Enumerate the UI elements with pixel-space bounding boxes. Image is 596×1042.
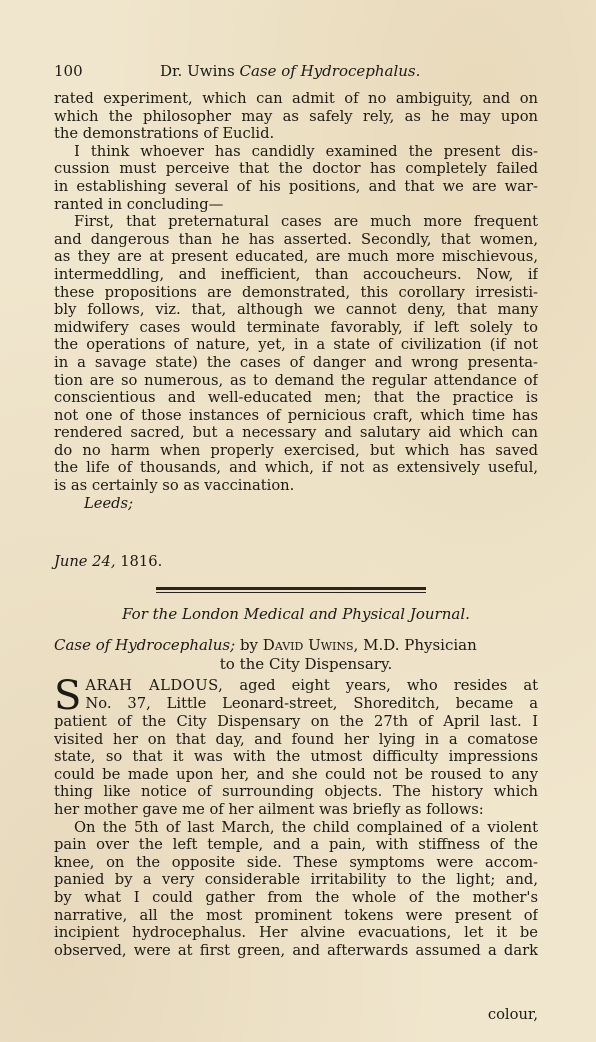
text-line: as they are at present educated, are much more mischievous, <box>54 248 538 266</box>
running-title-italic: Case of Hydrocephalus. <box>239 62 421 80</box>
text-line: On the 5th of last March, the child complained of a violent <box>74 818 538 836</box>
text-line: and dangerous than he has asserted. Secondly, that women, <box>54 230 538 248</box>
text-line: the demonstrations of Euclid. <box>54 125 275 143</box>
text-line: pain over the left temple, and a pain, with stiffness of the <box>54 836 538 854</box>
text-line: do no harm when properly exercised, but which has saved <box>54 441 538 459</box>
section-divider <box>156 587 426 593</box>
drop-cap: S <box>54 673 82 719</box>
text-line: observed, were at first green, and afterwards assumed a dark <box>54 941 538 959</box>
running-title <box>160 62 420 80</box>
text-line: narrative, all the most prominent tokens were present of <box>54 906 538 924</box>
text-line: incipient hydrocephalus. Her alvine evacuations, let it be <box>54 924 538 942</box>
text-line: midwifery cases would terminate favorably, if left solely to <box>54 318 538 336</box>
journal-heading: For the London Medical and Physical Journal. <box>122 605 470 623</box>
text-line: cussion must perceive that the doctor has completely failed <box>54 160 538 178</box>
first-line-rest: aged eight years, who resides at <box>223 677 538 694</box>
text-line: panied by a very considerable irritability to the light; and, <box>54 871 538 889</box>
signature-place: Leeds; <box>84 494 134 512</box>
page-number: 100 <box>54 62 83 80</box>
text-line: rated experiment, which can admit of no ambiguity, and on <box>54 90 538 107</box>
text-line: bly follows, viz. that, although we cannot deny, that many <box>54 301 538 319</box>
text-line: visited her on that day, and found her lying in a comatose <box>54 730 538 748</box>
text-line: No. 37, Little Leonard-street, Shoreditch, became a <box>85 694 538 712</box>
date-year: 1816. <box>120 553 163 570</box>
text-line: these propositions are demonstrated, this corollary irresisti- <box>54 283 538 301</box>
text-line: is as certainly so as vaccination. <box>54 477 295 495</box>
article-title <box>54 636 538 674</box>
text-line: ranted in concluding— <box>54 195 224 213</box>
text-line: conscientious and well-educated men; that the practice is <box>54 389 538 407</box>
text-line: in a savage state) the cases of danger and wrong presenta- <box>54 353 538 371</box>
letter-body <box>54 90 538 512</box>
letter-date <box>54 553 538 571</box>
text-line: I think whoever has candidly examined the present dis- <box>74 142 538 160</box>
text-line: First, that preternatural cases are much more frequent <box>74 213 538 231</box>
title-italic: Case of Hydrocephalus; <box>54 636 236 654</box>
title-line-2: to the City Dispensary. <box>219 655 393 673</box>
text-line: rendered sacred, but a necessary and salutary aid which can <box>54 424 538 442</box>
text-line: in establishing several of his positions, and that we are war- <box>54 177 538 195</box>
text-line: by what I could gather from the whole of the mother's <box>54 888 538 906</box>
text-line: knee, on the opposite side. These symptoms were accom- <box>54 853 538 871</box>
text-line <box>85 677 538 695</box>
article-body <box>54 673 538 959</box>
text-line: thing like notice of surrounding objects. The history which <box>54 783 538 801</box>
text-line: tion are so numerous, as to demand the regular attendance of <box>54 371 538 389</box>
author-name: David Uwins, <box>262 636 359 654</box>
text-line: which the philosopher may as safely rely, as he may upon <box>54 107 538 125</box>
text-line: not one of those instances of pernicious craft, which time has <box>54 406 538 424</box>
text-line: her mother gave me of her ailment was briefly as follows: <box>54 800 484 818</box>
catchword: colour, <box>487 1006 538 1023</box>
text-line: could be made upon her, and she could not be roused to any <box>54 765 538 783</box>
date-month: June 24, <box>54 553 116 570</box>
title-rest: M.D. Physician <box>358 636 477 654</box>
first-words: ARAH ALDOUS, <box>85 677 224 694</box>
text-line: intermeddling, and inefficient, than accoucheurs. Now, if <box>54 265 538 283</box>
text-line: state, so that it was with the utmost difficulty impressions <box>54 748 538 766</box>
running-header <box>54 62 538 86</box>
title-by: by <box>235 636 263 654</box>
text-line: the operations of nature, yet, in a state of civilization (if not <box>54 336 538 354</box>
text-line: patient of the City Dispensary on the 27th of April last. I <box>54 713 538 730</box>
running-author: Dr. Uwins <box>160 62 235 80</box>
text-line: the life of thousands, and which, if not as extensively useful, <box>54 459 538 477</box>
